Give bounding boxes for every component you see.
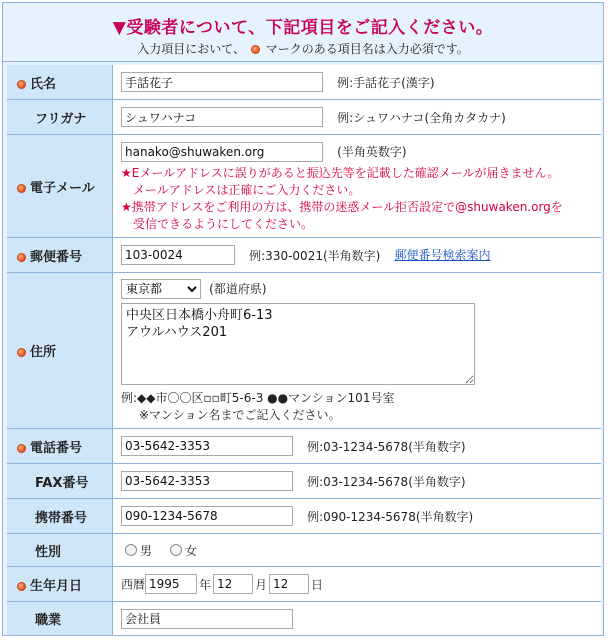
label-postal xyxy=(7,238,113,273)
label-name xyxy=(7,65,113,100)
cell-name xyxy=(113,65,601,100)
birth-year-input[interactable] xyxy=(145,574,197,594)
required-note-after: マークのある項目名は入力必須です。 xyxy=(265,42,469,56)
birth-month-unit: 月 xyxy=(255,577,268,592)
cell-postal xyxy=(113,238,601,273)
required-dot-icon xyxy=(17,348,26,357)
label-occupation: 職業 xyxy=(7,602,113,636)
label-birth xyxy=(7,567,113,602)
cell-fax xyxy=(113,464,601,499)
phone-input[interactable] xyxy=(121,436,293,456)
address-example: 例:◆◆市〇〇区▫▫町5-6-3 ●●マンション101号室 xyxy=(121,390,395,405)
phone-example: 例:03-1234-5678(半角数字) xyxy=(307,439,466,454)
occupation-input[interactable] xyxy=(121,609,293,629)
email-warning-3: ★携帯アドレスをご利用の方は、携帯の迷惑メール拒否設定で@shuwaken.orgを xyxy=(121,199,563,214)
row-gender xyxy=(7,534,601,567)
label-address xyxy=(7,273,113,429)
cell-occupation xyxy=(113,602,601,636)
row-name xyxy=(7,65,601,100)
email-warning-4: 受信できるようにしてください。 xyxy=(133,216,314,231)
fax-example: 例:03-1234-5678(半角数字) xyxy=(307,474,466,489)
label-fax: FAX番号 xyxy=(7,464,113,499)
birth-era-label: 西暦 xyxy=(121,577,146,592)
row-birth xyxy=(7,567,601,602)
row-address xyxy=(7,273,601,429)
applicant-form-table xyxy=(7,65,601,636)
row-postal xyxy=(7,238,601,273)
birth-day-unit: 日 xyxy=(311,577,324,592)
label-phone-text: 電話番号 xyxy=(30,440,83,456)
mobile-input[interactable] xyxy=(121,506,293,526)
gender-male-radio[interactable] xyxy=(125,544,137,556)
row-email xyxy=(7,135,601,238)
label-phone xyxy=(7,429,113,464)
cell-phone xyxy=(113,429,601,464)
cell-gender xyxy=(113,534,601,567)
birth-day-input[interactable] xyxy=(269,574,309,594)
email-hint: (半角英数字) xyxy=(337,145,407,159)
required-dot-icon xyxy=(17,80,26,89)
label-address-text: 住所 xyxy=(30,345,57,360)
label-gender: 性別 xyxy=(7,534,113,567)
address-textarea[interactable] xyxy=(121,303,475,385)
label-mobile: 携帯番号 xyxy=(7,499,113,534)
gender-female-label: 女 xyxy=(185,543,198,558)
required-dot-icon xyxy=(251,45,260,54)
email-input[interactable] xyxy=(121,142,323,162)
cell-email xyxy=(113,135,601,238)
birth-month-input[interactable] xyxy=(213,574,253,594)
row-furigana xyxy=(7,100,601,135)
postal-search-link[interactable]: 郵便番号検索案内 xyxy=(394,247,491,262)
birth-year-unit: 年 xyxy=(199,577,212,592)
prefecture-select[interactable] xyxy=(121,279,201,299)
postal-example: 例:330-0021(半角数字) xyxy=(249,248,381,263)
cell-address xyxy=(113,273,601,429)
row-occupation xyxy=(7,602,601,636)
cell-mobile xyxy=(113,499,601,534)
name-input[interactable] xyxy=(121,72,323,92)
label-email xyxy=(7,135,113,238)
email-warning-2: メールアドレスは正確にご入力ください。 xyxy=(133,182,361,197)
required-dot-icon xyxy=(17,184,26,193)
required-dot-icon xyxy=(17,444,26,453)
furigana-input[interactable] xyxy=(121,107,323,127)
row-fax xyxy=(7,464,601,499)
label-email-text: 電子メール xyxy=(30,180,95,196)
mobile-example: 例:090-1234-5678(半角数字) xyxy=(307,509,474,524)
cell-furigana xyxy=(113,100,601,135)
row-mobile xyxy=(7,499,601,534)
form-header xyxy=(3,3,603,62)
required-dot-icon xyxy=(17,582,26,591)
address-example-note: ※マンション名までご記入ください。 xyxy=(139,407,341,422)
email-warning-1: ★Eメールアドレスに誤りがあると振込先等を記載した確認メールが届きません。 xyxy=(121,165,560,180)
form-frame xyxy=(2,2,604,636)
form-title: ▼受験者について、下記項目をご記入ください。 xyxy=(112,18,494,38)
label-postal-text: 郵便番号 xyxy=(30,249,83,265)
required-dot-icon xyxy=(17,253,26,262)
furigana-example: 例:シュワハナコ(全角カタカナ) xyxy=(337,110,506,125)
label-name-text: 氏名 xyxy=(30,76,57,92)
label-birth-text: 生年月日 xyxy=(30,578,83,594)
prefecture-hint: (都道府県) xyxy=(209,282,267,296)
postal-input[interactable] xyxy=(121,245,235,265)
required-note xyxy=(3,40,603,57)
label-furigana: フリガナ xyxy=(7,100,113,135)
gender-female-radio[interactable] xyxy=(170,544,182,556)
fax-input[interactable] xyxy=(121,471,293,491)
row-phone xyxy=(7,429,601,464)
cell-birth xyxy=(113,567,601,602)
gender-male-label: 男 xyxy=(140,543,153,558)
name-example: 例:手話花子(漢字) xyxy=(337,75,435,90)
required-note-before: 入力項目において、 xyxy=(137,42,246,56)
